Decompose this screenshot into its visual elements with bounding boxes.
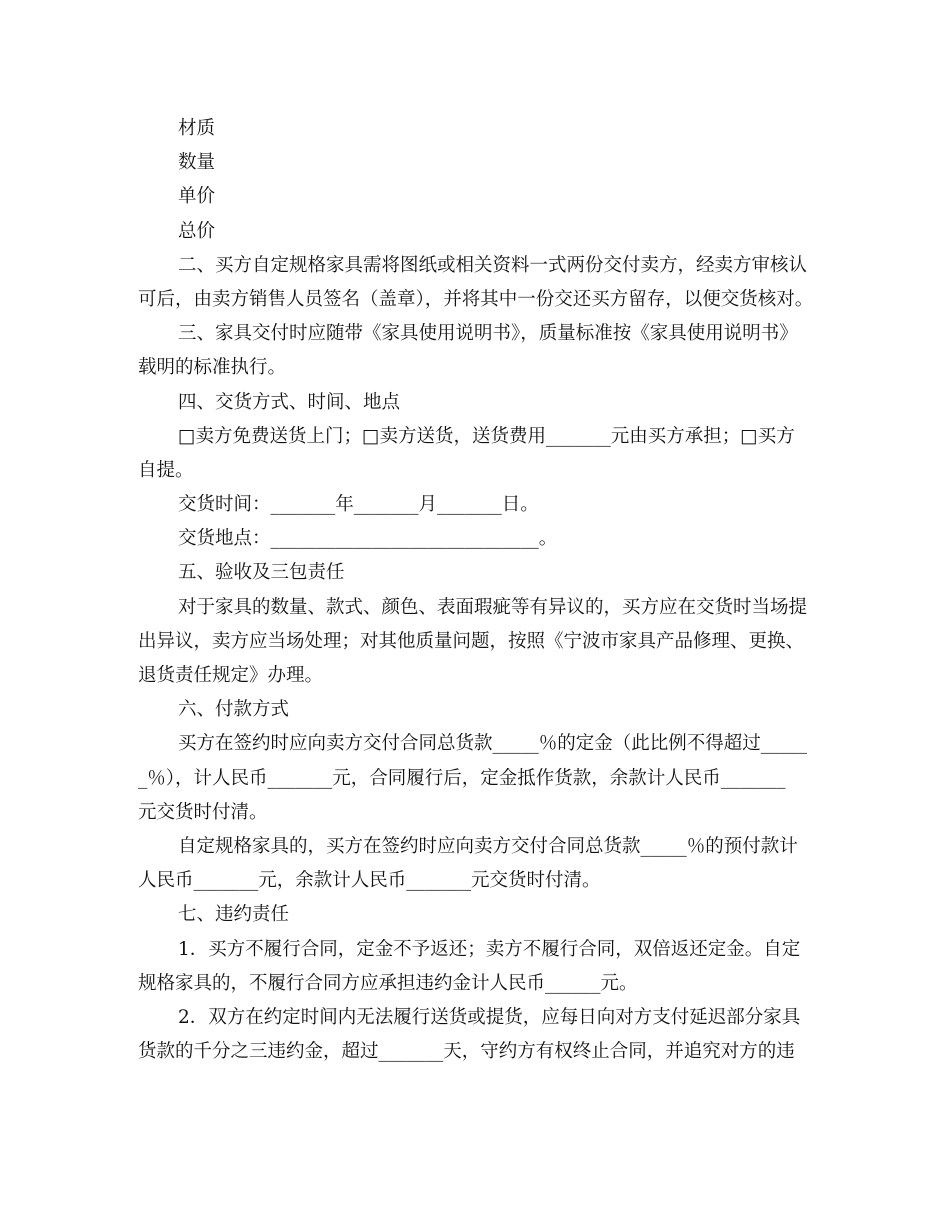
clause-5-line: 退货责任规定》办理。 <box>138 665 324 686</box>
payment-line: _％），计人民币_______元，合同履行后，定金抵作货款，余款计人民币_______ <box>138 767 786 789</box>
payment-line: 元交货时付清。 <box>138 801 268 823</box>
clause-2-line: 二、买方自定规格家具需将图纸或相关资料一式两份交付卖方，经卖方审核认 <box>178 254 808 276</box>
text-line: 总价 <box>178 220 216 242</box>
liability-line: 货款的千分之三违约金，超过_______天，守约方有权终止合同，并追究对方的违 <box>138 1041 795 1063</box>
section-heading: 七、违约责任 <box>178 904 290 926</box>
liability-line: 1．买方不履行合同，定金不予返还；卖方不履行合同，双倍返还定金。自定 <box>178 938 801 960</box>
delivery-options-line: 自提。 <box>138 459 194 481</box>
delivery-time-line: 交货时间：_______年_______月_______日。 <box>178 494 539 516</box>
payment-line: 买方在签约时应向卖方交付合同总货款_____％的定金（此比例不得超过_____ <box>178 733 808 755</box>
section-heading: 四、交货方式、时间、地点 <box>178 391 401 413</box>
payment-line: 自定规格家具的，买方在签约时应向卖方交付合同总货款_____％的预付款计 <box>178 835 798 857</box>
delivery-place-line: 交货地点：_____________________________。 <box>178 528 558 550</box>
clause-3-line: 载明的标准执行。 <box>138 357 287 379</box>
delivery-options-line: □卖方免费送货上门；□卖方送货，送货费用_______元由买方承担；□买方 <box>178 425 795 447</box>
payment-line: 人民币_______元，余款计人民币_______元交货时付清。 <box>138 870 601 892</box>
clause-5-line: 对于家具的数量、款式、颜色、表面瑕疵等有异议的，买方应在交货时当场提 <box>178 596 808 618</box>
liability-line: 2．双方在约定时间内无法履行送货或提货，应每日向对方支付延迟部分家具 <box>178 1006 801 1028</box>
text-line: 材质 <box>178 118 216 139</box>
section-heading: 六、付款方式 <box>178 699 290 721</box>
clause-3-line: 三、家具交付时应随带《家具使用说明书》，质量标准按《家具使用说明书》 <box>178 323 798 345</box>
text-line: 单价 <box>178 186 216 208</box>
liability-line: 规格家具的，不履行合同方应承担违约金计人民币______元。 <box>138 972 638 994</box>
contract-page <box>138 112 818 1069</box>
section-heading: 五、验收及三包责任 <box>178 562 345 584</box>
clause-2-line: 可后，由卖方销售人员签名（盖章），并将其中一份交还买方留存，以便交货核对。 <box>138 288 814 310</box>
clause-5-line: 出异议，卖方应当场处理；对其他质量问题，按照《宁波市家具产品修理、更换、 <box>138 630 805 652</box>
text-line: 数量 <box>178 152 216 174</box>
